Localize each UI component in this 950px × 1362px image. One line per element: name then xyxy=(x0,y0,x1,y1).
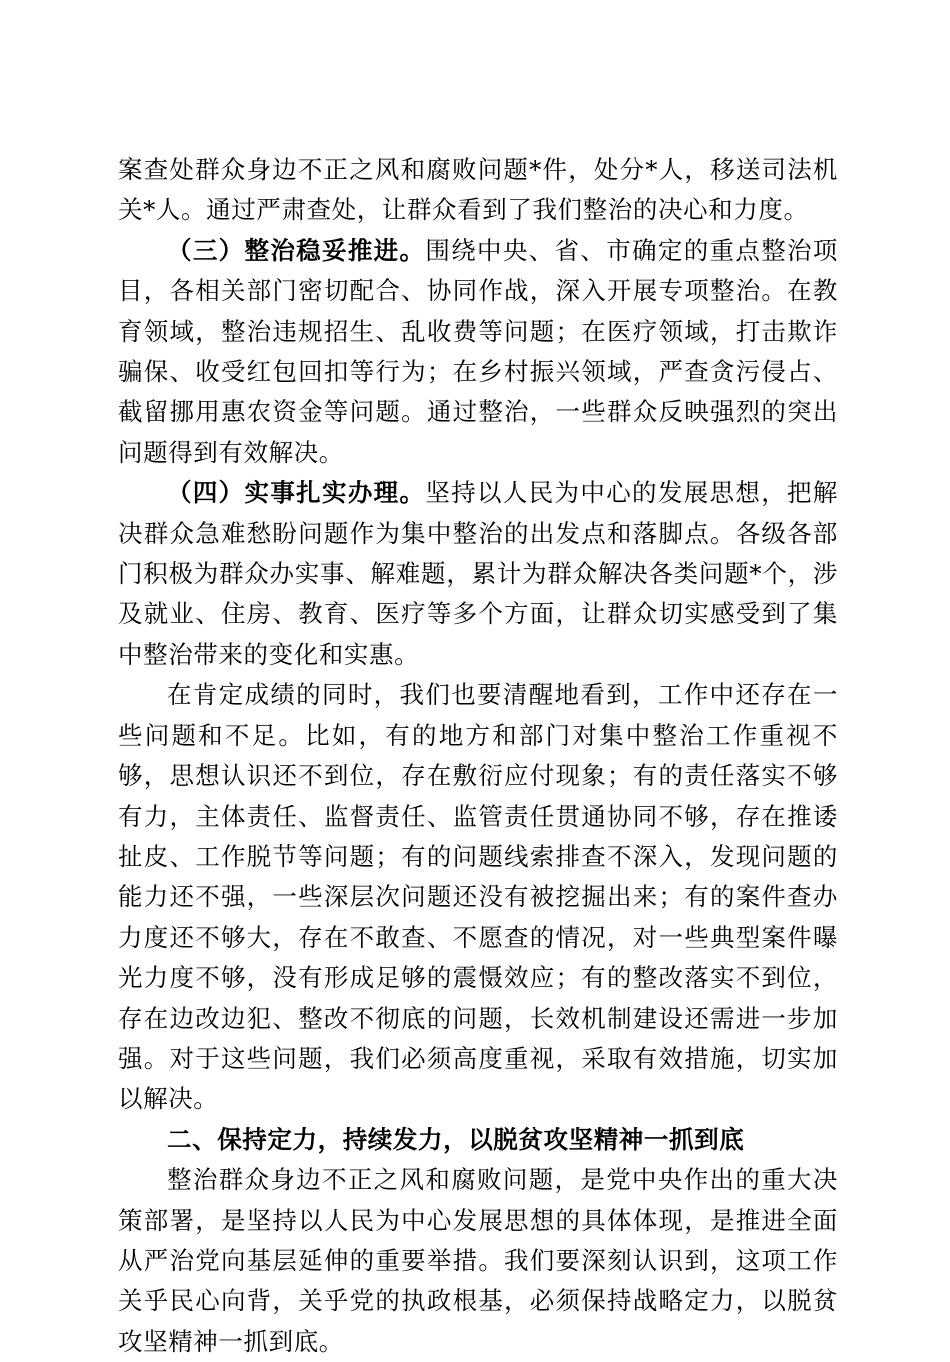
paragraph-text: 坚持以人民为中心的发展思想，把解决群众急难愁盼问题作为集中整治的出发点和落脚点。各级各部门积极为群众办实事、解难题，累计为群众解决各类问题*个，涉及就业、住房、教育、医疗等多个方面，让群众切实感受到了集中整治带来的变化和实惠。 xyxy=(118,478,838,669)
section-heading-two: 二、保持定力，持续发力，以脱贫攻坚精神一抓到底 xyxy=(167,1124,745,1154)
paragraph-text: 整治群众身边不正之风和腐败问题，是党中央作出的重大决策部署，是坚持以人民为中心发展思想的具体体现，是推进全面从严治党向基层延伸的重要举措。我们要深刻认识到，这项工作关乎民心向背，关乎党的执政根基，必须保持战略定力，以脱贫攻坚精神一抓到底。 xyxy=(118,1165,838,1356)
section-lead-four: （四）实事扎实办理。 xyxy=(167,478,426,508)
paragraph-continuation xyxy=(118,150,838,231)
paragraph-text: 案查处群众身边不正之风和腐败问题*件，处分*人，移送司法机关*人。通过严肃查处，让群众看到了我们整治的决心和力度。 xyxy=(118,155,838,225)
paragraph-section-four xyxy=(118,473,838,675)
paragraph-text: 围绕中央、省、市确定的重点整治项目，各相关部门密切配合、协同作战，深入开展专项整治。在教育领域，整治违规招生、乱收费等问题；在医疗领域，打击欺诈骗保、收受红包回扣等行为；在乡村振兴领域，严查贪污侵占、截留挪用惠农资金等问题。通过整治，一些群众反映强烈的突出问题得到有效解决。 xyxy=(118,235,838,467)
paragraph-section-two-intro xyxy=(118,1160,838,1362)
paragraph-section-three xyxy=(118,231,838,473)
paragraph-problems xyxy=(118,675,838,1119)
section-lead-three: （三）整治稳妥推进。 xyxy=(167,235,426,265)
document-body xyxy=(118,150,838,1362)
paragraph-text: 在肯定成绩的同时，我们也要清醒地看到，工作中还存在一些问题和不足。比如，有的地方和部门对集中整治工作重视不够，思想认识还不到位，存在敷衍应付现象；有的责任落实不够有力，主体责任、监督责任、监管责任贯通协同不够，存在推诿扯皮、工作脱节等问题；有的问题线索排查不深入，发现问题的能力还不强，一些深层次问题还没有被挖掘出来；有的案件查办力度还不够大，存在不敢查、不愿查的情况，对一些典型案件曝光力度不够，没有形成足够的震慑效应；有的整改落实不到位，存在边改边犯、整改不彻底的问题，长效机制建设还需进一步加强。对于这些问题，我们必须高度重视，采取有效措施，切实加以解决。 xyxy=(118,680,838,1114)
